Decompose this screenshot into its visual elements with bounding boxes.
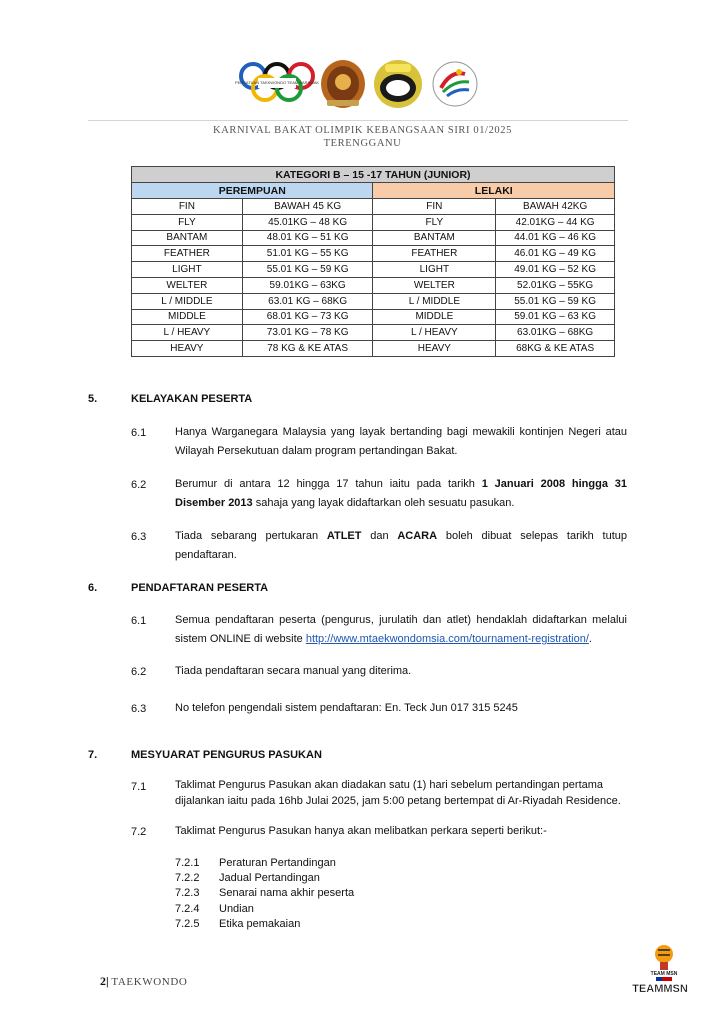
female-class-cell: BANTAM bbox=[132, 230, 243, 246]
male-class-cell: HEAVY bbox=[373, 341, 496, 357]
female-class-cell: WELTER bbox=[132, 277, 243, 293]
female-weight-cell: 51.01 KG – 55 KG bbox=[242, 246, 373, 262]
male-weight-cell: 63.01KG – 68KG bbox=[496, 325, 615, 341]
date-range-bold: 1 Januari 2008 hingga 31 Disember 2013 bbox=[175, 478, 627, 509]
table-row bbox=[132, 341, 615, 357]
section-7-number: 7. bbox=[88, 749, 98, 761]
footer-label: TAEKWONDO bbox=[111, 976, 188, 988]
female-weight-cell: 55.01 KG – 59 KG bbox=[242, 262, 373, 278]
atlet-bold: ATLET bbox=[326, 530, 362, 542]
male-class-cell: FEATHER bbox=[373, 246, 496, 262]
team-logo-top-text: TEAM MSN bbox=[650, 971, 678, 977]
table-row bbox=[132, 309, 615, 325]
sports-council-logo bbox=[433, 62, 477, 106]
item-text: Berumur di antara 12 hingga 17 tahun iaitu pada tarikh 1 Januari 2008 hingga 31 Disember 2013 sahaja yang layak didaftarkan oleh sesuatu pasukan. bbox=[175, 478, 627, 509]
tiger-mascot-icon bbox=[655, 945, 673, 970]
male-weight-cell: 52.01KG – 55KG bbox=[496, 277, 615, 293]
female-class-cell: MIDDLE bbox=[132, 309, 243, 325]
female-weight-cell: 63.01 KG – 68KG bbox=[242, 293, 373, 309]
acara-bold: ACARA bbox=[397, 530, 438, 542]
list-item: 7.2.4 Undian bbox=[175, 902, 254, 915]
female-weight-cell: 68.01 KG – 73 KG bbox=[242, 309, 373, 325]
terengganu-crest-logo bbox=[321, 60, 365, 108]
item-text: Tiada pendaftaran secara manual yang diterima. bbox=[175, 665, 412, 677]
female-weight-cell: 73.01 KG – 78 KG bbox=[242, 325, 373, 341]
team-logo-bottom-text: TEAMMSN bbox=[632, 983, 688, 995]
male-class-cell: MIDDLE bbox=[373, 309, 496, 325]
table-row bbox=[132, 199, 615, 215]
table-row bbox=[132, 230, 615, 246]
table-row bbox=[132, 293, 615, 309]
section-5-title: KELAYAKAN PESERTA bbox=[131, 393, 253, 405]
male-class-cell: L / MIDDLE bbox=[373, 293, 496, 309]
list-item: 7.2.2 Jadual Pertandingan bbox=[175, 872, 320, 885]
page-footer: 2| TAEKWONDO bbox=[100, 974, 188, 988]
female-heading: PEREMPUAN bbox=[132, 183, 373, 199]
item-number: 6.2 bbox=[131, 479, 147, 491]
male-class-cell: L / HEAVY bbox=[373, 325, 496, 341]
header-title-line2: TERENGGANU bbox=[323, 138, 402, 149]
svg-text:PERSATUAN TAEKWONDO TEAM SARAW: PERSATUAN TAEKWONDO TEAM SARAWAK bbox=[234, 80, 320, 85]
item-number: 6.2 bbox=[131, 666, 147, 678]
female-weight-cell: 59.01KG – 63KG bbox=[242, 277, 373, 293]
male-weight-cell: 44.01 KG – 46 KG bbox=[496, 230, 615, 246]
table-row bbox=[132, 277, 615, 293]
section-6-number: 6. bbox=[88, 582, 98, 594]
item-number: 6.3 bbox=[131, 531, 147, 543]
item-number: 6.1 bbox=[131, 427, 147, 439]
list-item: 7.2.5 Etika pemakaian bbox=[175, 917, 301, 930]
female-class-cell: FEATHER bbox=[132, 246, 243, 262]
item-number: 7.1 bbox=[131, 781, 147, 793]
male-class-cell: BANTAM bbox=[373, 230, 496, 246]
item-text: Taklimat Pengurus Pasukan hanya akan melibatkan perkara seperti berikut:- bbox=[175, 825, 547, 837]
item-text: No telefon pengendali sistem pendaftaran: En. Teck Jun 017 315 5245 bbox=[175, 702, 518, 714]
female-weight-cell: 48.01 KG – 51 KG bbox=[242, 230, 373, 246]
male-heading: LELAKI bbox=[373, 183, 615, 199]
table-row bbox=[132, 214, 615, 230]
table-row bbox=[132, 325, 615, 341]
table-row bbox=[132, 262, 615, 278]
registration-link[interactable]: http://www.mtaekwondomsia.com/tournament-registration/ bbox=[305, 633, 589, 645]
header-rule bbox=[88, 120, 628, 121]
list-item: 7.2.1 Peraturan Pertandingan bbox=[175, 857, 336, 869]
item-number: 7.2 bbox=[131, 826, 147, 838]
female-class-cell: L / HEAVY bbox=[132, 325, 243, 341]
male-weight-cell: 46.01 KG – 49 KG bbox=[496, 246, 615, 262]
header-logos bbox=[233, 58, 493, 110]
male-weight-cell: BAWAH 42KG bbox=[496, 199, 615, 215]
female-weight-cell: BAWAH 45 KG bbox=[242, 199, 373, 215]
female-class-cell: HEAVY bbox=[132, 341, 243, 357]
weight-category-table bbox=[131, 166, 615, 357]
male-class-cell: FIN bbox=[373, 199, 496, 215]
item-number: 6.3 bbox=[131, 703, 147, 715]
olympic-rings-logo bbox=[235, 64, 319, 100]
state-emblem-logo bbox=[374, 60, 422, 108]
team-msn-logo bbox=[620, 940, 695, 996]
header-title-line1: KARNIVAL BAKAT OLIMPIK KEBANGSAAN SIRI 01/2025 bbox=[213, 125, 512, 136]
female-weight-cell: 78 KG & KE ATAS bbox=[242, 341, 373, 357]
item-text: Hanya Warganegara Malaysia yang layak bertanding bagi mewakili kontinjen Negeri atau Wilayah Persekutuan dalam program pertandingan Bakat. bbox=[175, 426, 627, 457]
male-class-cell: LIGHT bbox=[373, 262, 496, 278]
male-weight-cell: 55.01 KG – 59 KG bbox=[496, 293, 615, 309]
item-number: 6.1 bbox=[131, 615, 147, 627]
male-weight-cell: 68KG & KE ATAS bbox=[496, 341, 615, 357]
female-weight-cell: 45.01KG – 48 KG bbox=[242, 214, 373, 230]
female-class-cell: LIGHT bbox=[132, 262, 243, 278]
male-class-cell: WELTER bbox=[373, 277, 496, 293]
item-text: Tiada sebarang pertukaran ATLET dan ACARA boleh dibuat selepas tarikh tutup pendaftaran. bbox=[175, 530, 628, 561]
female-class-cell: L / MIDDLE bbox=[132, 293, 243, 309]
section-7-title: MESYUARAT PENGURUS PASUKAN bbox=[131, 749, 322, 761]
list-item: 7.2.3 Senarai nama akhir peserta bbox=[175, 887, 355, 900]
male-weight-cell: 49.01 KG – 52 KG bbox=[496, 262, 615, 278]
male-weight-cell: 42.01KG – 44 KG bbox=[496, 214, 615, 230]
female-class-cell: FLY bbox=[132, 214, 243, 230]
table-row bbox=[132, 246, 615, 262]
section-6-title: PENDAFTARAN PESERTA bbox=[131, 582, 269, 594]
item-text: Semua pendaftaran peserta (pengurus, jurulatih dan atlet) hendaklah didaftarkan melalui sistem ONLINE di website http://www.mtaekwondomsia.com/tournament-registration/. bbox=[175, 614, 627, 645]
subitem-list bbox=[175, 856, 354, 932]
category-heading: KATEGORI B – 15 -17 TAHUN (JUNIOR) bbox=[132, 167, 615, 183]
item-text: Taklimat Pengurus Pasukan akan diadakan satu (1) hari sebelum pertandingan pertama dijalankan iaitu pada 16hb Julai 2025, jam 5:00 petang bertempat di Ar-Riyadah Residence. bbox=[175, 779, 621, 807]
header-title bbox=[0, 124, 725, 150]
page-number: 2 bbox=[100, 974, 106, 988]
male-class-cell: FLY bbox=[373, 214, 496, 230]
section-5-number: 5. bbox=[88, 393, 98, 405]
male-weight-cell: 59.01 KG – 63 KG bbox=[496, 309, 615, 325]
female-class-cell: FIN bbox=[132, 199, 243, 215]
